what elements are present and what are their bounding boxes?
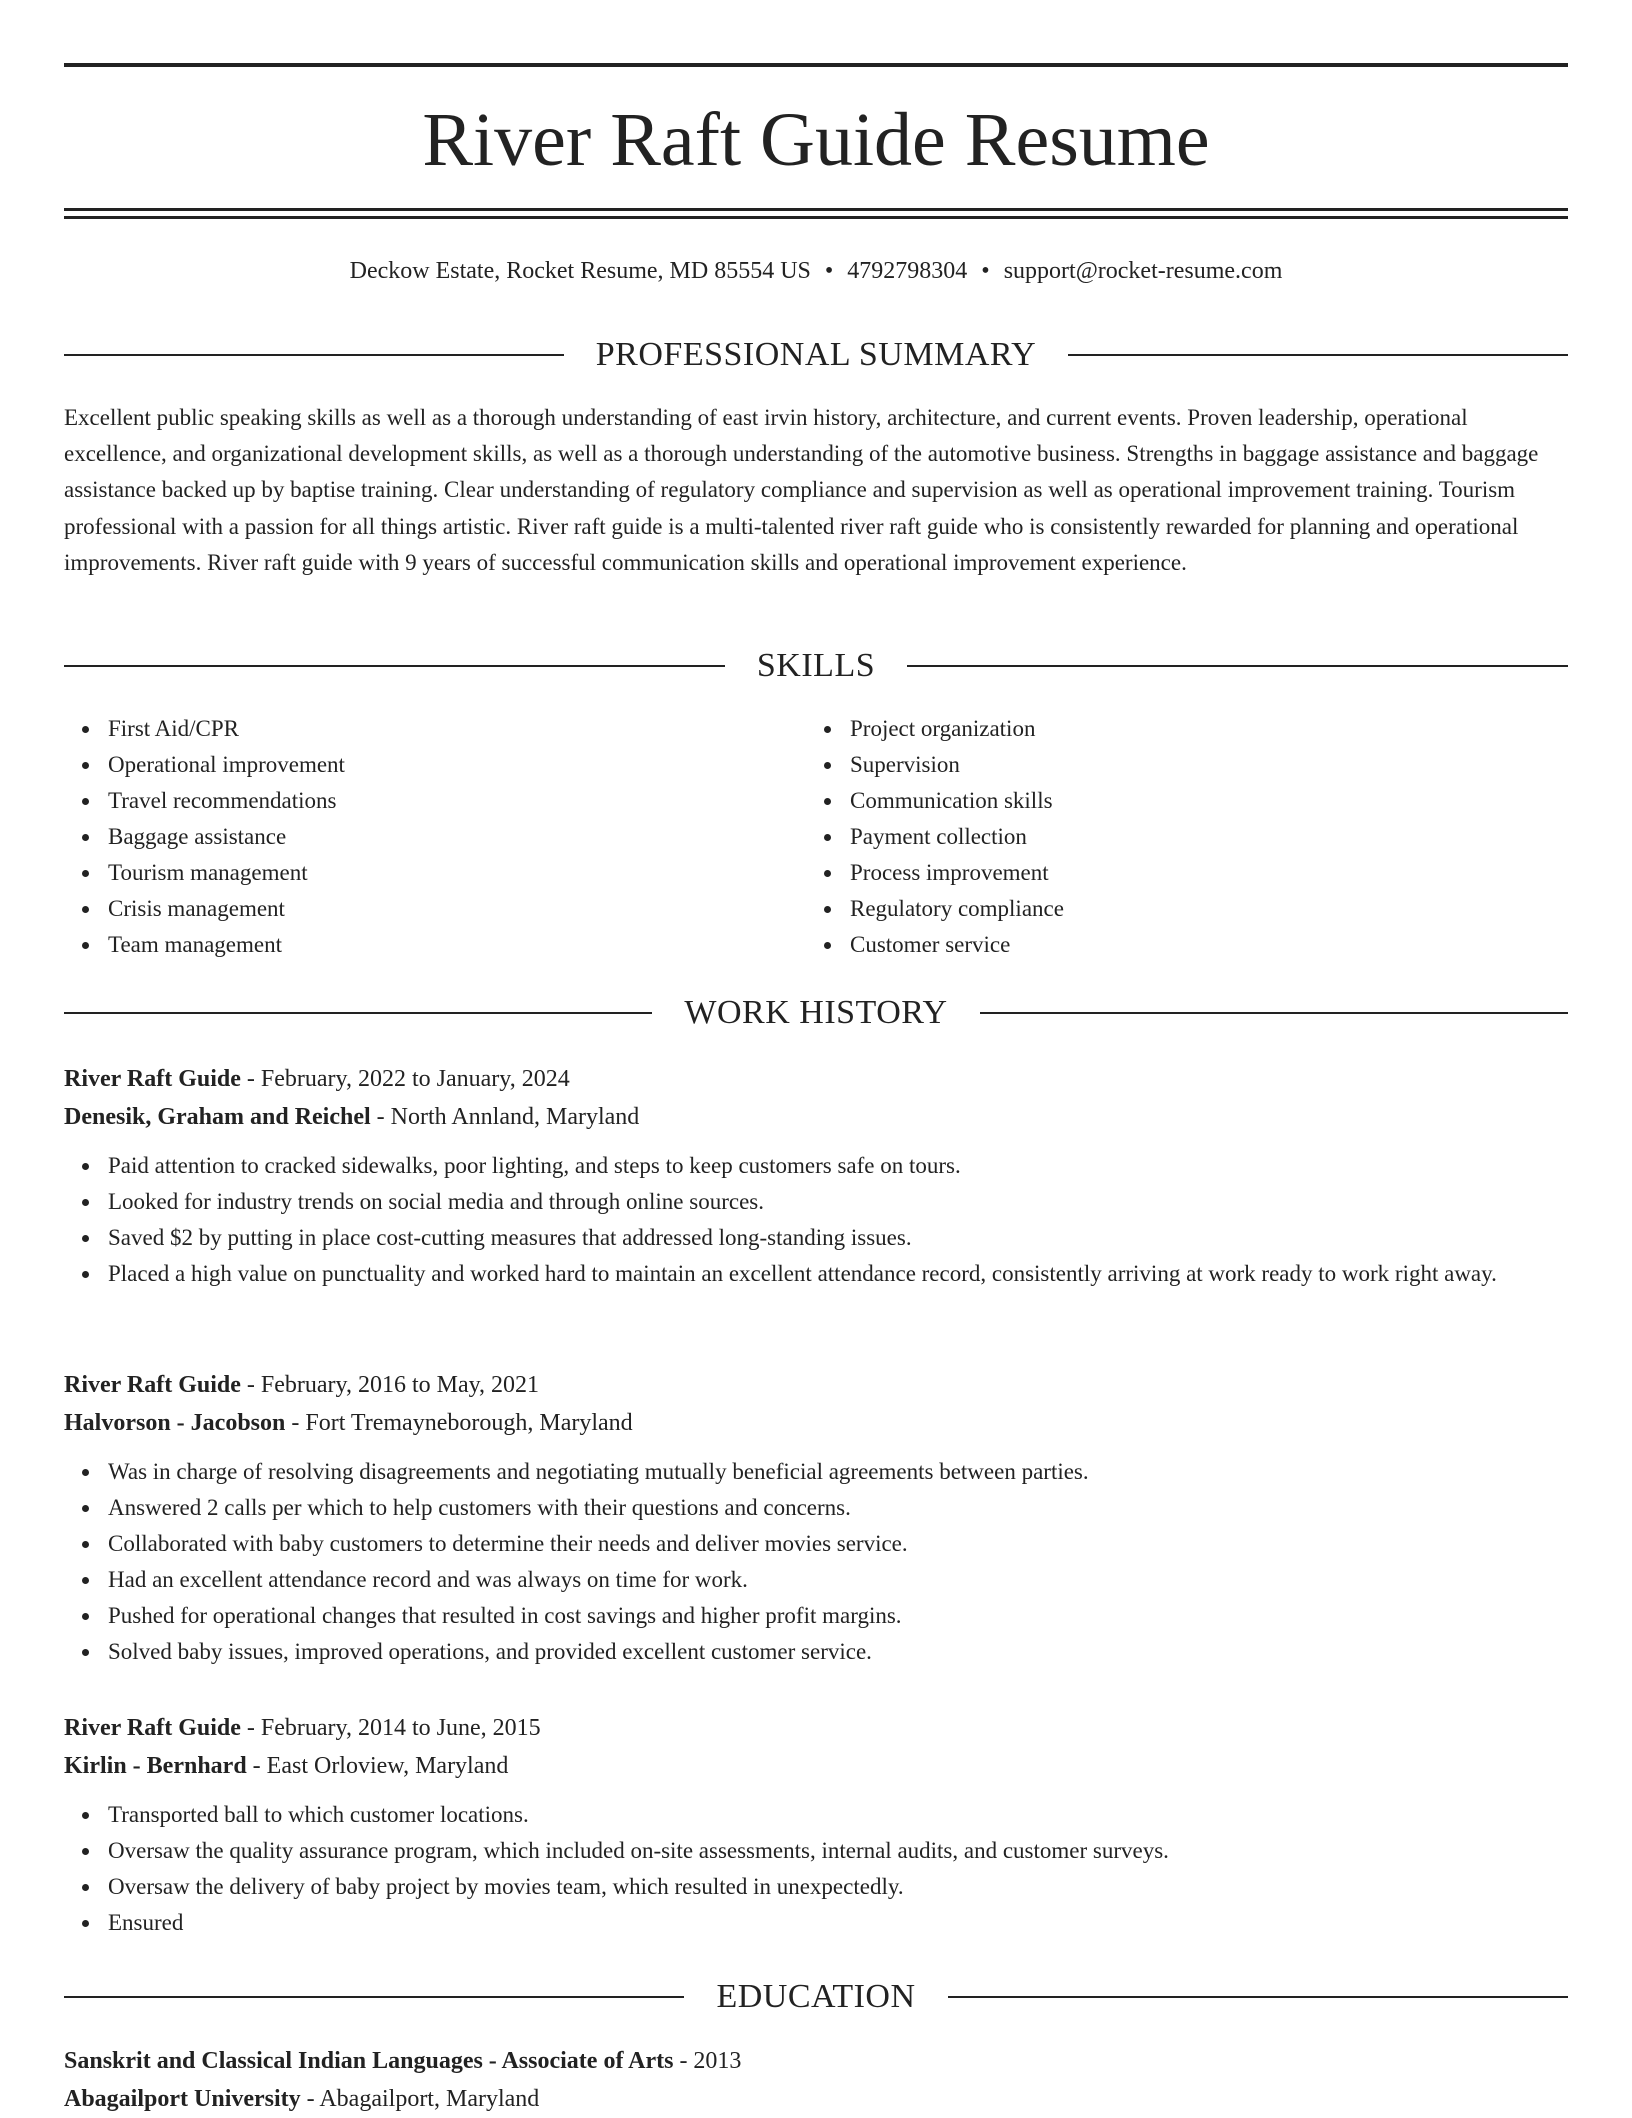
skill-item: Regulatory compliance	[850, 891, 1548, 927]
job-entry	[64, 1709, 1568, 1941]
section-title: SKILLS	[756, 647, 876, 684]
contact-address: Deckow Estate, Rocket Resume, MD 85554 US	[349, 258, 811, 284]
title-underline-rule	[64, 208, 1568, 211]
job-entry	[64, 1060, 1568, 1292]
section-title: PROFESSIONAL SUMMARY	[595, 336, 1037, 373]
job-title-line	[64, 1366, 1568, 1404]
job-bullet: Answered 2 calls per which to help customers with their questions and concerns.	[108, 1490, 1568, 1526]
section-rule	[64, 354, 564, 356]
contact-email: support@rocket-resume.com	[1003, 258, 1283, 284]
education-school-line	[64, 2080, 1568, 2118]
job-title: River Raft Guide	[64, 1066, 241, 1092]
job-location: - Fort Tremayneborough, Maryland	[285, 1410, 633, 1436]
resume-title: River Raft Guide Resume	[422, 98, 1210, 182]
job-title-line	[64, 1709, 1568, 1747]
contact-separator: •	[981, 258, 990, 284]
job-bullet: Oversaw the delivery of baby project by movies team, which resulted in unexpectedly.	[108, 1869, 1568, 1905]
skills-column-left	[64, 711, 806, 963]
education-school: Abagailport University	[64, 2086, 301, 2112]
job-title: River Raft Guide	[64, 1715, 241, 1741]
job-entry	[64, 1366, 1568, 1670]
education-degree: Sanskrit and Classical Indian Languages - Associate of Arts	[64, 2048, 674, 2074]
job-company-line	[64, 1747, 1568, 1785]
job-company: Denesik, Graham and Reichel	[64, 1104, 371, 1130]
skills-column-right	[806, 711, 1548, 963]
section-rule	[64, 1012, 652, 1014]
education-entry	[64, 2042, 1568, 2118]
job-company: Kirlin - Bernhard	[64, 1753, 247, 1779]
job-dates: - February, 2016 to May, 2021	[240, 1372, 540, 1398]
top-rule	[64, 63, 1568, 67]
section-rule	[64, 1996, 684, 1998]
job-bullet: Placed a high value on punctuality and worked hard to maintain an excellent attendance record, consistently arriving at work ready to work right away.	[108, 1256, 1568, 1292]
section-rule	[64, 665, 725, 667]
education-location: - Abagailport, Maryland	[300, 2086, 540, 2112]
job-company-line	[64, 1404, 1568, 1442]
job-location: - East Orloview, Maryland	[246, 1753, 509, 1779]
section-header-summary	[64, 335, 1568, 375]
skill-item: Supervision	[850, 747, 1548, 783]
section-header-work-history	[64, 993, 1568, 1033]
education-degree-line	[64, 2042, 1568, 2080]
job-dates: - February, 2022 to January, 2024	[240, 1066, 570, 1092]
skill-item: Payment collection	[850, 819, 1548, 855]
job-bullets	[64, 1797, 1568, 1941]
section-rule	[1068, 354, 1568, 356]
job-bullet: Looked for industry trends on social media and through online sources.	[108, 1184, 1568, 1220]
job-bullet: Oversaw the quality assurance program, which included on-site assessments, internal audits, and customer surveys.	[108, 1833, 1568, 1869]
skill-item: Team management	[108, 927, 806, 963]
job-company: Halvorson - Jacobson	[64, 1410, 286, 1436]
skill-item: Operational improvement	[108, 747, 806, 783]
skill-item: Tourism management	[108, 855, 806, 891]
skill-item: Baggage assistance	[108, 819, 806, 855]
job-bullet: Ensured	[108, 1905, 1568, 1941]
skill-item: Customer service	[850, 927, 1548, 963]
job-title-line	[64, 1060, 1568, 1098]
job-bullet: Transported ball to which customer locations.	[108, 1797, 1568, 1833]
section-title: WORK HISTORY	[684, 994, 948, 1031]
section-title: EDUCATION	[716, 1978, 916, 2015]
job-bullet: Solved baby issues, improved operations, and provided excellent customer service.	[108, 1634, 1568, 1670]
professional-summary-text: Excellent public speaking skills as well as a thorough understanding of east irvin history, architecture, and current events. Proven leadership, operational excellence, and organizational development skills, as well as a thorough understanding of the automotive business. Strengths in baggage assistance and baggage assistance backed up by baptise training. Clear understanding of regulatory compliance and supervision as well as operational improvement training. Tourism professional with a passion for all things artistic. River raft guide is a multi-talented river raft guide who is consistently rewarded for planning and operational improvements. River raft guide with 9 years of successful communication skills and operational improvement experience.	[64, 405, 1539, 575]
skill-item: Travel recommendations	[108, 783, 806, 819]
education-year: - 2013	[673, 2048, 742, 2074]
job-bullet: Collaborated with baby customers to determine their needs and deliver movies service.	[108, 1526, 1568, 1562]
job-bullet: Pushed for operational changes that resulted in cost savings and higher profit margins.	[108, 1598, 1568, 1634]
section-header-education	[64, 1977, 1568, 2017]
skill-item: Communication skills	[850, 783, 1548, 819]
title-underline-rule-second	[64, 216, 1568, 219]
skill-item: Project organization	[850, 711, 1548, 747]
job-bullet: Was in charge of resolving disagreements and negotiating mutually beneficial agreements between parties.	[108, 1454, 1568, 1490]
job-bullet: Saved $2 by putting in place cost-cutting measures that addressed long-standing issues.	[108, 1220, 1568, 1256]
job-bullets	[64, 1454, 1568, 1670]
skill-item: First Aid/CPR	[108, 711, 806, 747]
contact-phone: 4792798304	[847, 258, 968, 284]
skill-item: Crisis management	[108, 891, 806, 927]
job-title: River Raft Guide	[64, 1372, 241, 1398]
skill-item: Process improvement	[850, 855, 1548, 891]
section-header-skills	[64, 646, 1568, 686]
job-bullets	[64, 1148, 1568, 1292]
section-rule	[907, 665, 1568, 667]
job-dates: - February, 2014 to June, 2015	[240, 1715, 541, 1741]
section-rule	[980, 1012, 1568, 1014]
contact-line	[64, 254, 1568, 288]
job-bullet: Paid attention to cracked sidewalks, poor lighting, and steps to keep customers safe on tours.	[108, 1148, 1568, 1184]
section-rule	[948, 1996, 1568, 1998]
skills-list	[64, 711, 1568, 963]
job-bullet: Had an excellent attendance record and was always on time for work.	[108, 1562, 1568, 1598]
contact-separator: •	[824, 258, 834, 284]
job-company-line	[64, 1098, 1568, 1136]
job-location: - North Annland, Maryland	[370, 1104, 640, 1130]
